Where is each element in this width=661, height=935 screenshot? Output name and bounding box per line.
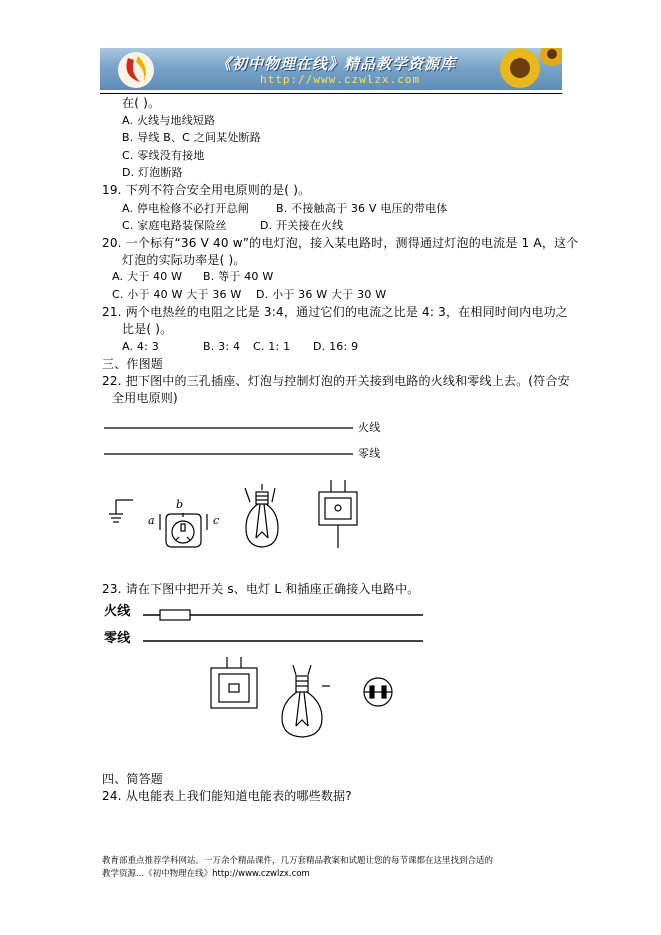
q22-live-label: 火线 (358, 421, 381, 434)
q18-option-d: D. 灯泡断路 (122, 166, 183, 179)
q22-stem-line2: 全用电原则) (112, 391, 178, 405)
banner-title: 《初中物理在线》精品教学资源库 (216, 55, 457, 73)
q21-option-c: C. 1: 1 (253, 340, 291, 353)
socket-label-a: a (148, 514, 155, 527)
q20-stem-line1: 20. 一个标有“36 V 40 w”的电灯泡，接入某电路时，测得通过灯泡的电流是 1 A，这个 (102, 236, 579, 250)
footer-line-2 (102, 868, 310, 880)
footer-line-1: 教育部重点推荐学科网站。一万余个精品课件，几万套精品教案和试题让您的每节课都在这里找到合适的 (102, 856, 494, 866)
q23-stem: 23. 请在下图中把开关 s、电灯 L 和插座正确接入电路中。 (102, 582, 420, 596)
q21-option-b: B. 3: 4 (203, 340, 241, 353)
q20-stem-line2: 灯泡的实际功率是( )。 (122, 253, 246, 267)
q19-stem: 19. 下列不符合安全用电原则的是( )。 (102, 183, 311, 197)
q23-live-label: 火线 (104, 604, 131, 619)
section-4-heading: 四、简答题 (102, 772, 164, 786)
q21-option-d: D. 16: 9 (313, 340, 359, 353)
fuse-icon (160, 610, 190, 620)
footer-url[interactable]: http://www.czwlzx.com (212, 869, 310, 879)
q22-stem-line1: 22. 把下图中的三孔插座、灯泡与控制灯泡的开关接到电路的火线和零线上去。(符合安 (102, 374, 570, 388)
q18-option-a: A. 火线与地线短路 (122, 114, 216, 127)
q21-stem-line1: 21. 两个电热丝的电阻之比是 3:4，通过它们的电流之比是 4: 3，在相同时间内电功之 (102, 305, 568, 319)
q20-option-d: D. 小于 36 W 大于 30 W (256, 288, 387, 301)
q19-option-c: C. 家庭电路装保险丝 (122, 219, 227, 232)
q20-option-b: B. 等于 40 W (203, 270, 274, 283)
q23-light-bulb-icon (282, 665, 330, 737)
q22-neutral-label: 零线 (358, 447, 381, 460)
q24-stem: 24. 从电能表上我们能知道电能表的哪些数据? (102, 789, 352, 803)
q19-option-a: A. 停电检修不必打开总闸 (122, 202, 249, 215)
q21-stem-line2: 比是( )。 (122, 322, 173, 336)
q23-neutral-label: 零线 (104, 631, 131, 646)
q19-option-d: D. 开关接在火线 (260, 219, 344, 232)
footer-prefix: 教学资源...《初中物理在线》 (102, 869, 213, 879)
q20-option-c: C. 小于 40 W 大于 36 W (112, 288, 242, 301)
two-pin-socket-icon (364, 678, 392, 706)
q18-option-b: B. 导线 B、C 之间某处断路 (122, 131, 261, 144)
section-3-heading: 三、作图题 (102, 357, 164, 371)
socket-label-b: b (176, 498, 184, 511)
socket-label-c: c (213, 514, 220, 527)
q18-continuation: 在( )。 (122, 96, 161, 110)
q20-option-a: A. 大于 40 W (112, 270, 183, 283)
q18-option-c: C. 零线没有接地 (122, 149, 205, 162)
banner-url[interactable]: http://www.czwlzx.com (260, 73, 421, 86)
q23-switch-icon (211, 657, 257, 708)
q19-option-b: B. 不接触高于 36 V 电压的带电体 (276, 202, 448, 215)
q21-option-a: A. 4: 3 (122, 340, 159, 353)
